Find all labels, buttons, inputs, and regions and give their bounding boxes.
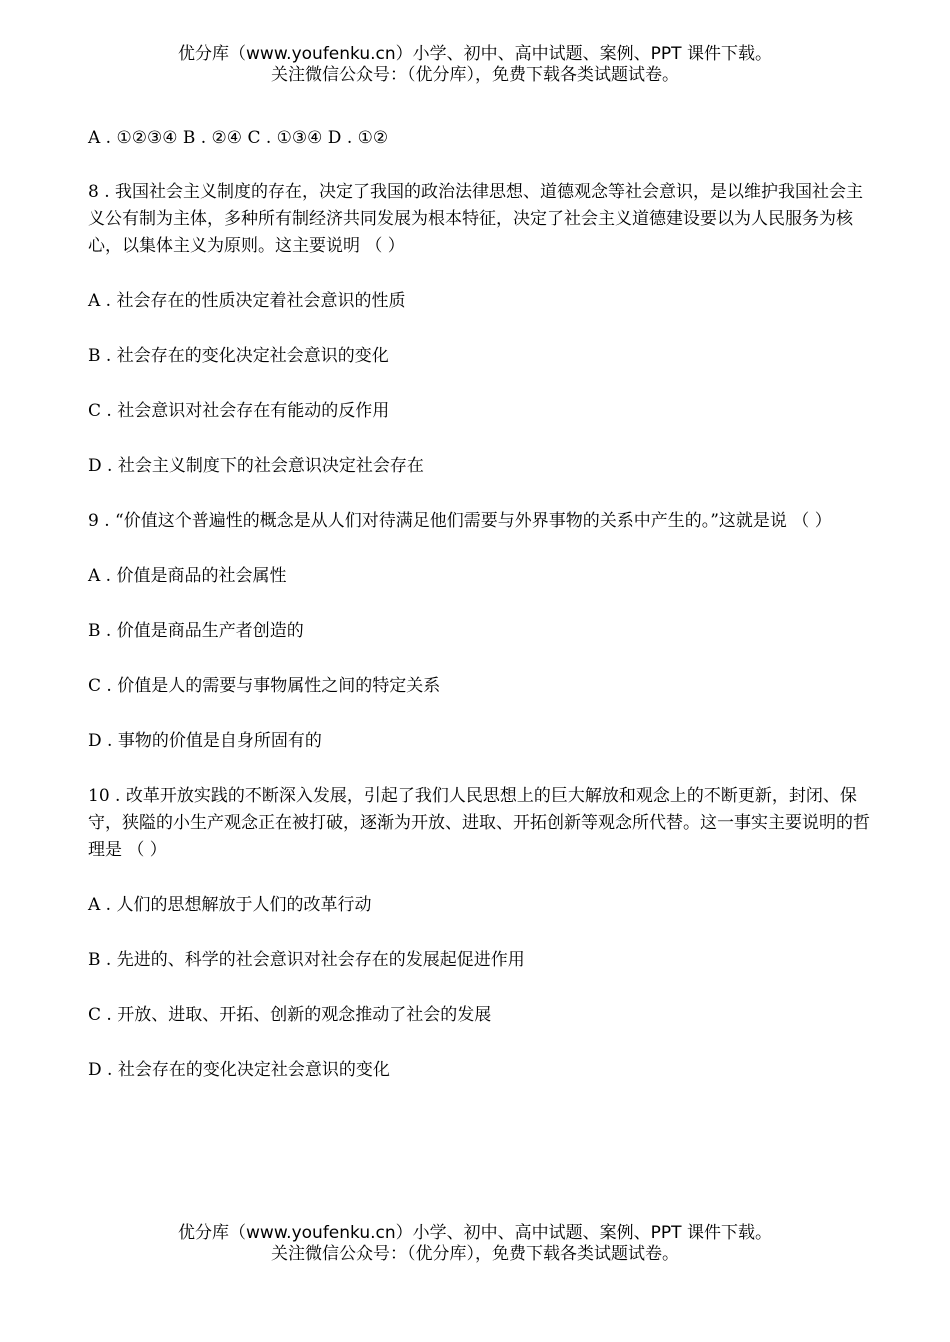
- question-9: [88, 508, 878, 755]
- option-d: D . 事物的价值是自身所固有的: [88, 731, 322, 751]
- option-c: C . 开放、进取、开拓、创新的观念推动了社会的发展: [88, 1005, 492, 1025]
- option-c: C . 社会意识对社会存在有能动的反作用: [88, 401, 390, 421]
- page-header: [0, 44, 950, 86]
- footer-line-1: 优分库（www.youfenku.cn）小学、初中、高中试题、案例、PPT 课件下载。: [178, 1223, 772, 1243]
- question-10: [88, 783, 878, 1084]
- header-line-2: 关注微信公众号：（优分库），免费下载各类试题试卷。: [271, 65, 679, 85]
- option-b: B . 先进的、科学的社会意识对社会存在的发展起促进作用: [88, 950, 525, 970]
- option-a: A . 价值是商品的社会属性: [88, 566, 287, 586]
- footer-line-2: 关注微信公众号：（优分库），免费下载各类试题试卷。: [271, 1244, 679, 1264]
- previous-question-options: A . ①②③④ B . ②④ C . ①③④ D . ①②: [88, 128, 389, 148]
- option-d: D . 社会主义制度下的社会意识决定社会存在: [88, 456, 424, 476]
- option-d: D . 社会存在的变化决定社会意识的变化: [88, 1060, 390, 1080]
- document-body: [88, 125, 878, 1112]
- option-b: B . 社会存在的变化决定社会意识的变化: [88, 346, 389, 366]
- option-c: C . 价值是人的需要与事物属性之间的特定关系: [88, 676, 441, 696]
- option-a: A . 人们的思想解放于人们的改革行动: [88, 895, 372, 915]
- page-footer: [0, 1223, 950, 1265]
- header-line-1: 优分库（www.youfenku.cn）小学、初中、高中试题、案例、PPT 课件下载。: [178, 44, 772, 64]
- option-b: B . 价值是商品生产者创造的: [88, 621, 304, 641]
- question-8: [88, 179, 878, 480]
- question-stem: 9 . “价值这个普遍性的概念是从人们对待满足他们需要与外界事物的关系中产生的。”这就是说 （ ）: [88, 511, 832, 531]
- option-a: A . 社会存在的性质决定着社会意识的性质: [88, 291, 406, 311]
- question-stem: 8 . 我国社会主义制度的存在，决定了我国的政治法律思想、道德观念等社会意识，是以维护我国社会主义公有制为主体，多种所有制经济共同发展为根本特征，决定了社会主义道德建设要以为人民服务为核心，以集体主义为原则。这主要说明 （ ）: [88, 182, 864, 256]
- question-stem: 10 . 改革开放实践的不断深入发展，引起了我们人民思想上的巨大解放和观念上的不断更新，封闭、保守，狭隘的小生产观念正在被打破，逐渐为开放、进取、开拓创新等观念所代替。这一事实主要说明的哲理是 （ ）: [88, 786, 870, 860]
